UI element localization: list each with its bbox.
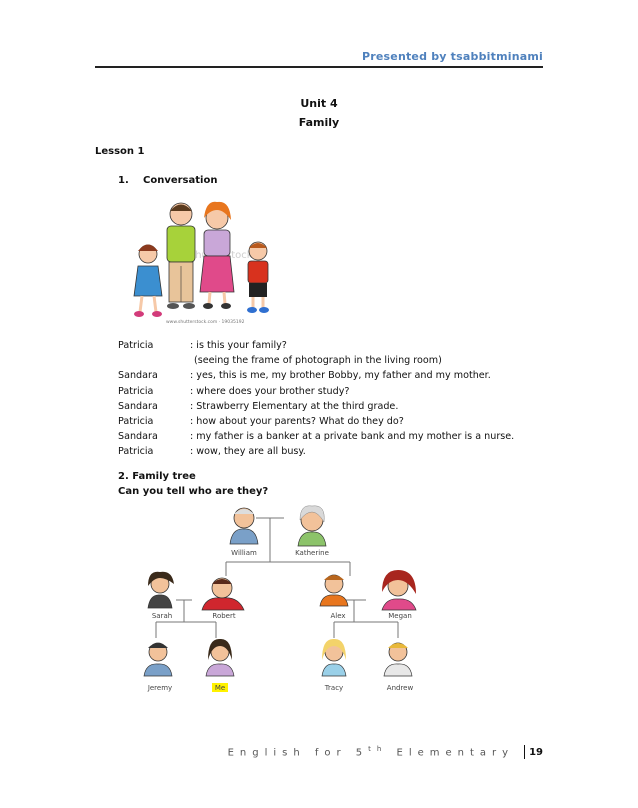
tree-lines — [156, 518, 398, 638]
footer-sup: th — [368, 745, 388, 754]
section1-number: 1. — [118, 175, 129, 186]
conversation-row — [118, 368, 514, 383]
william-portrait — [230, 508, 258, 544]
label-william: William — [231, 549, 257, 557]
section2-title: 2. Family tree — [118, 471, 196, 482]
speaker-line: : wow, they are all busy. — [190, 446, 306, 458]
conversation-row — [118, 429, 514, 444]
andrew-portrait — [384, 643, 412, 676]
conversation-row — [118, 399, 514, 414]
girl-figure — [134, 245, 162, 318]
boy-figure — [247, 242, 269, 313]
conversation-row — [118, 414, 514, 429]
me-portrait — [206, 639, 234, 676]
label-me: Me — [214, 684, 226, 692]
speaker-line: : Strawberry Elementary at the third grade. — [190, 400, 399, 412]
robert-portrait — [202, 578, 244, 610]
speaker-line: : where does your brother study? — [190, 385, 350, 397]
conversation-row — [118, 444, 514, 459]
header-presented-by: Presented by tsabbitminami — [361, 50, 543, 63]
label-sarah: Sarah — [151, 612, 173, 620]
label-robert: Robert — [212, 612, 236, 620]
speaker-name: Patricia — [118, 385, 154, 397]
unit-title: Family — [298, 116, 340, 129]
footer-text: English for 5 — [227, 747, 369, 759]
speaker-name: Sandara — [118, 400, 158, 412]
conversation-row — [118, 353, 514, 368]
label-tracy: Tracy — [324, 684, 344, 692]
label-andrew: Andrew — [386, 684, 414, 692]
label-alex: Alex — [330, 612, 346, 620]
tracy-portrait — [322, 639, 346, 676]
section2-question: Can you tell who are they? — [118, 486, 269, 497]
speaker-line: : how about your parents? What do they do? — [190, 416, 404, 428]
conversation-row — [118, 384, 514, 399]
photo-credit: www.shutterstock.com · 19035192 — [166, 320, 245, 325]
sarah-portrait — [148, 572, 174, 608]
speaker-line: : is this your family? — [190, 340, 287, 351]
footer-text2: Elementary — [396, 747, 515, 759]
label-megan: Megan — [388, 612, 412, 620]
father-figure — [167, 203, 195, 309]
unit-number: Unit 4 — [300, 97, 338, 110]
speaker-name: Sandara — [118, 370, 158, 382]
section1-title: Conversation — [143, 175, 218, 186]
label-jeremy: Jeremy — [147, 684, 173, 692]
speaker-line: : yes, this is me, my brother Bobby, my father and my mother. — [190, 370, 491, 382]
speaker-name — [118, 353, 190, 368]
footer-divider — [524, 745, 525, 759]
speaker-name: Patricia — [118, 446, 154, 458]
jeremy-portrait — [144, 643, 172, 676]
header-rule — [95, 66, 543, 68]
label-katherine: Katherine — [295, 549, 329, 557]
speaker-name: Patricia — [118, 416, 154, 428]
speaker-line: : my father is a banker at a private bank and my mother is a nurse. — [190, 431, 515, 443]
lesson-title: Lesson 1 — [95, 146, 145, 157]
speaker-name: Patricia — [118, 340, 154, 351]
megan-portrait — [382, 570, 416, 610]
alex-portrait — [320, 575, 348, 606]
speaker-name: Sandara — [118, 431, 158, 443]
katherine-portrait — [298, 506, 326, 546]
footer-subject — [228, 745, 515, 758]
page-number: 19 — [529, 746, 543, 758]
family-tree — [136, 500, 436, 696]
footer — [228, 745, 543, 759]
speaker-line: (seeing the frame of photograph in the living room) — [194, 355, 442, 367]
family-photo — [118, 196, 288, 332]
conversation-row — [118, 338, 514, 353]
conversation — [118, 338, 514, 460]
